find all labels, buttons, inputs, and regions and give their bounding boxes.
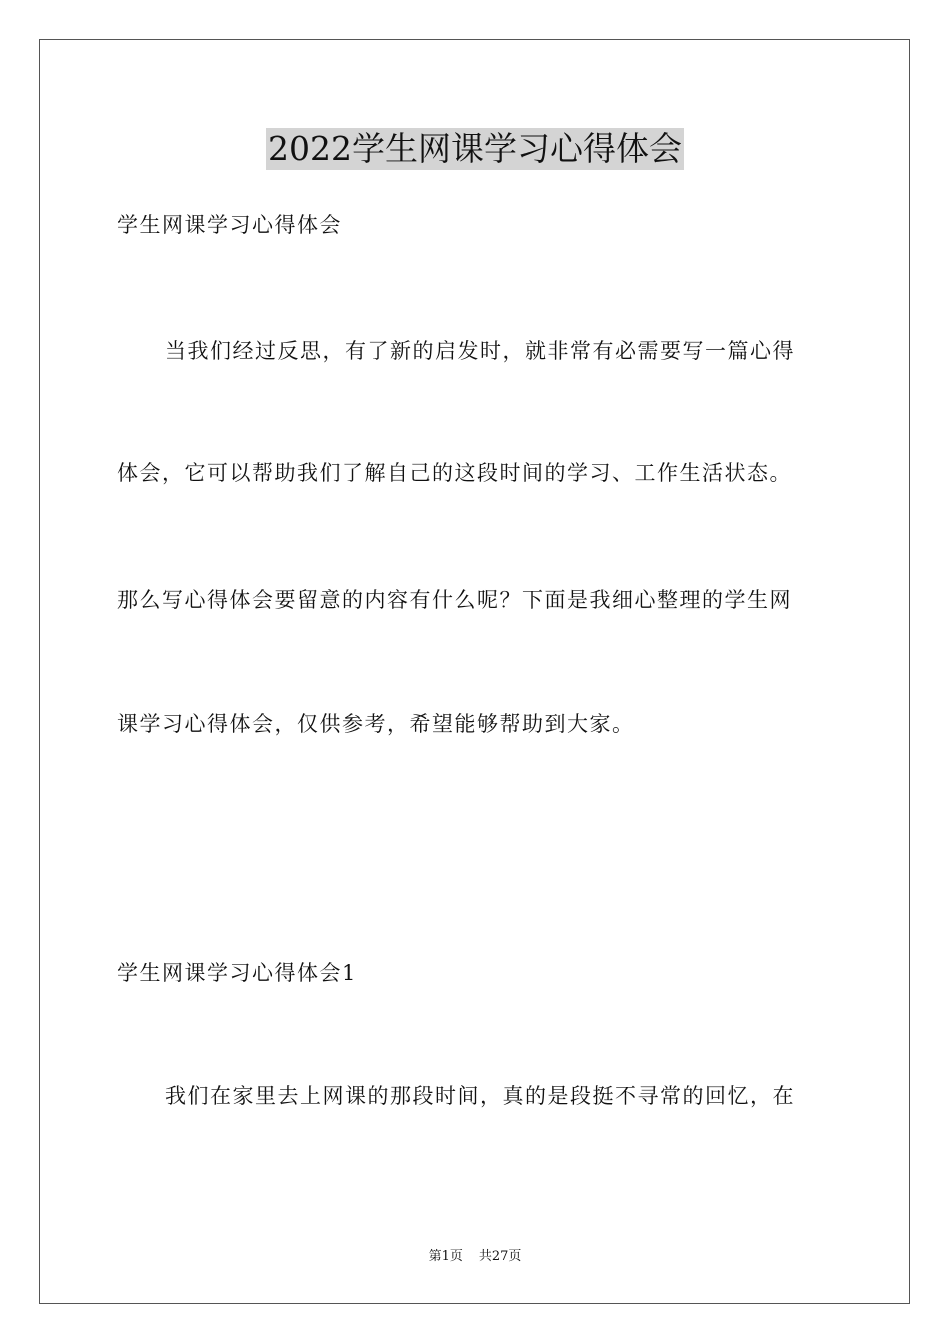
page-number: 第1页 [428, 1249, 463, 1264]
document-title-text: 2022学生网课学习心得体会 [268, 129, 682, 168]
paragraph-line: 那么写心得体会要留意的内容有什么呢？下面是我细心整理的学生网 [117, 588, 792, 612]
page-footer [0, 1248, 950, 1266]
section-heading: 学生网课学习心得体会1 [117, 961, 357, 985]
paragraph-line: 我们在家里去上网课的那段时间，真的是段挺不寻常的回忆，在 [165, 1084, 795, 1108]
section-heading: 学生网课学习心得体会 [117, 213, 342, 237]
page-total: 共27页 [478, 1249, 522, 1264]
paragraph-line: 体会，它可以帮助我们了解自己的这段时间的学习、工作生活状态。 [117, 461, 792, 485]
paragraph-line: 课学习心得体会，仅供参考，希望能够帮助到大家。 [117, 712, 635, 736]
paragraph-line: 当我们经过反思，有了新的启发时，就非常有必需要写一篇心得 [165, 339, 795, 363]
document-title [0, 128, 950, 170]
